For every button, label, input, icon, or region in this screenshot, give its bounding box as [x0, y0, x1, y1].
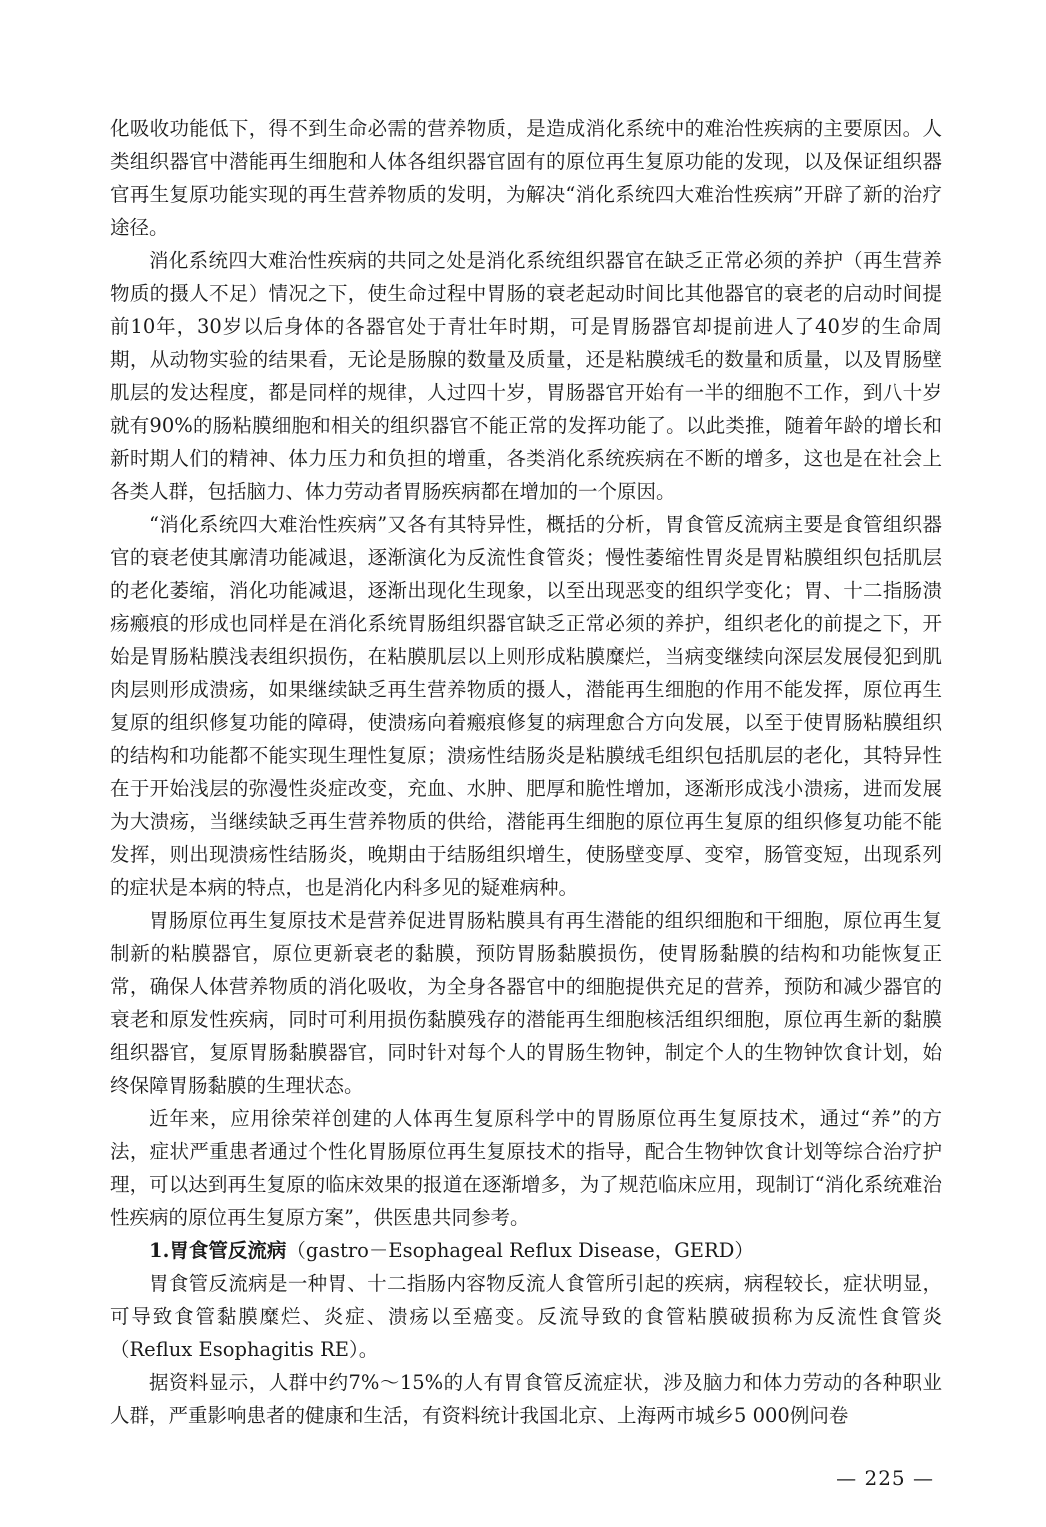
section-title-cn: 胃食管反流病: [169, 1239, 287, 1262]
paragraph-5: 近年来，应用徐荣祥创建的人体再生复原科学中的胃肠原位再生复原技术，通过“养”的方法，症状严重患者通过个性化胃肠原位再生复原技术的指导，配合生物钟饮食计划等综合治疗护理，可以达到再生复原的临床效果的报道在逐渐增多，为了规范临床应用，现制订“消化系统难治性疾病的原位再生复原方案”，供医患共同参考。: [110, 1107, 942, 1229]
page-body: [110, 112, 942, 1432]
paragraph-1: 化吸收功能低下，得不到生命必需的营养物质，是造成消化系统中的难治性疾病的主要原因。人类组织器官中潜能再生细胞和人体各组织器官固有的原位再生复原功能的发现，以及保证组织器官再生复原功能实现的再生营养物质的发明，为解决“消化系统四大难治性疾病”开辟了新的治疗途径。: [110, 117, 942, 239]
paragraph-4: 胃肠原位再生复原技术是营养促进胃肠粘膜具有再生潜能的组织细胞和干细胞，原位再生复制新的粘膜器官，原位更新衰老的黏膜，预防胃肠黏膜损伤，使胃肠黏膜的结构和功能恢复正常，确保人体营养物质的消化吸收，为全身各器官中的细胞提供充足的营养，预防和减少器官的衰老和原发性疾病，同时可利用损伤黏膜残存的潜能再生细胞核活组织细胞，原位再生新的黏膜组织器官，复原胃肠黏膜器官，同时针对每个人的胃肠生物钟，制定个人的生物钟饮食计划，始终保障胃肠黏膜的生理状态。: [110, 909, 942, 1097]
section-heading: [110, 1234, 942, 1267]
page-number: — 225 —: [836, 1466, 934, 1490]
paragraph-6: 胃食管反流病是一种胃、十二指肠内容物反流人食管所引起的疾病，病程较长，症状明显，可导致食管黏膜糜烂、炎症、溃疡以至癌变。反流导致的食管粘膜破损称为反流性食管炎（Reflux Esophagitis RE）。: [110, 1272, 942, 1361]
paragraph-7: 据资料显示，人群中约7%～15%的人有胃食管反流症状，涉及脑力和体力劳动的各种职业人群，严重影响患者的健康和生活，有资料统计我国北京、上海两市城乡5 000例问卷: [110, 1371, 942, 1427]
section-number: 1.: [149, 1239, 170, 1262]
paragraph-2: 消化系统四大难治性疾病的共同之处是消化系统组织器官在缺乏正常必须的养护（再生营养物质的摄人不足）情况之下，使生命过程中胃肠的衰老起动时间比其他器官的衰老的启动时间提前10年，30岁以后身体的各器官处于青壮年时期，可是胃肠器官却提前进人了40岁的生命周期，从动物实验的结果看，无论是肠腺的数量及质量，还是粘膜绒毛的数量和质量，以及胃肠壁肌层的发达程度，都是同样的规律，人过四十岁，胃肠器官开始有一半的细胞不工作，到八十岁就有90%的肠粘膜细胞和相关的组织器官不能正常的发挥功能了。以此类推，随着年龄的增长和新时期人们的精神、体力压力和负担的增重，各类消化系统疾病在不断的增多，这也是在社会上各类人群，包括脑力、体力劳动者胃肠疾病都在增加的一个原因。: [110, 249, 942, 503]
section-title-en: （gastro－Esophageal Reflux Disease，GERD）: [286, 1239, 754, 1262]
paragraph-3: “消化系统四大难治性疾病”又各有其特异性，概括的分析，胃食管反流病主要是食管组织器官的衰老使其廓清功能减退，逐渐演化为反流性食管炎；慢性萎缩性胃炎是胃粘膜组织包括肌层的老化萎缩，消化功能减退，逐渐出现化生现象，以至出现恶变的组织学变化；胃、十二指肠溃疡瘢痕的形成也同样是在消化系统胃肠组织器官缺乏正常必须的养护，组织老化的前提之下，开始是胃肠粘膜浅表组织损伤，在粘膜肌层以上则形成粘膜糜烂，当病变继续向深层发展侵犯到肌肉层则形成溃疡，如果继续缺乏再生营养物质的摄人，潜能再生细胞的作用不能发挥，原位再生复原的组织修复功能的障碍，使溃疡向着瘢痕修复的病理愈合方向发展，以至于使胃肠粘膜组织的结构和功能都不能实现生理性复原；溃疡性结肠炎是粘膜绒毛组织包括肌层的老化，其特异性在于开始浅层的弥漫性炎症改变，充血、水肿、肥厚和脆性增加，逐渐形成浅小溃疡，进而发展为大溃疡，当继续缺乏再生营养物质的供给，潜能再生细胞的原位再生复原的组织修复功能不能发挥，则出现溃疡性结肠炎，晚期由于结肠组织增生，使肠壁变厚、变窄，肠管变短，出现系列的症状是本病的特点，也是消化内科多见的疑难病种。: [110, 513, 942, 899]
